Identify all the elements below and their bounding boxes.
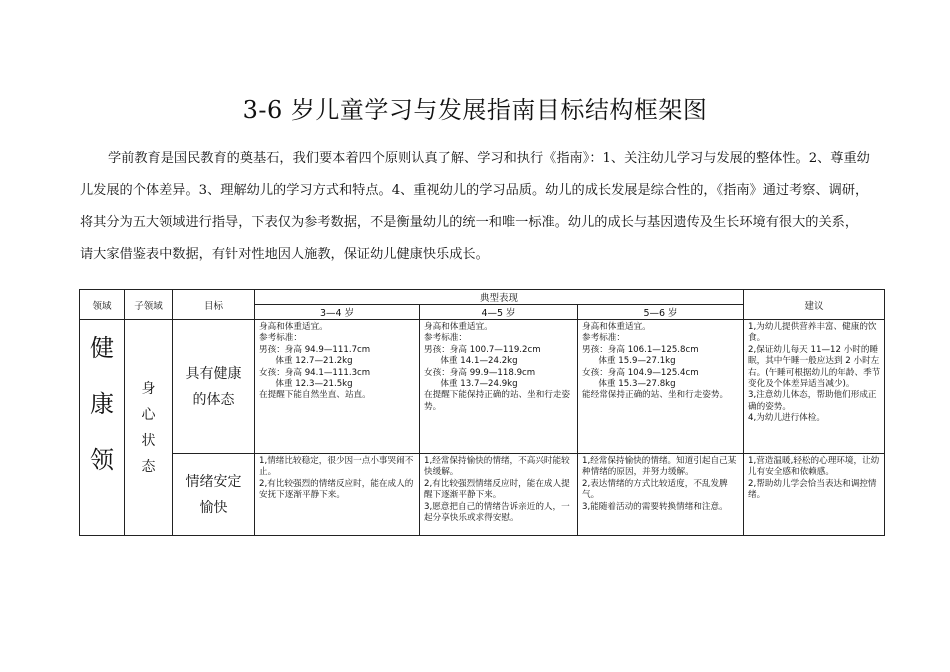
header-age-4-5: 4—5 岁 xyxy=(420,305,578,320)
domain-char: 健 xyxy=(90,334,114,362)
cell-line: 1,营造温暖,轻松的心理环境，让幼儿有安全感和依赖感。 xyxy=(748,456,880,478)
row1-age-4-5 xyxy=(420,320,578,454)
cell-line: 1,为幼儿提供营养丰富、健康的饮食。 xyxy=(748,322,877,344)
cell-line: 4,为幼儿进行体检。 xyxy=(748,413,825,424)
subdomain-cell xyxy=(125,320,173,536)
cell-line: 身高和体重适宜。 xyxy=(582,322,651,332)
row2-age-4-5 xyxy=(420,454,578,536)
domain-cell xyxy=(80,320,125,536)
cell-line: 能经常保持正确的站、坐和行走姿势。 xyxy=(582,390,729,401)
cell-line: 参考标准： xyxy=(259,333,302,344)
cell-line: 体重 12.7—21.2kg xyxy=(259,356,353,367)
intro-text: 学前教育是国民教育的奠基石，我们要本着四个原则认真了解、学习和执行《指南》：1、关注幼儿学习与发展的整体性。2、尊重幼儿发展的个体差异。3、理解幼儿的学习方式和特点。4、重视幼儿的学习品质。幼儿的成长发展是综合性的，《指南》通过考察、调研，将其分为五大领域进行指导，下表仅为参考数据，不是衡量幼儿的统一和唯一标准。幼儿的成长与基因遗传及生长环境有很大的关系，请大家借鉴表中数据，有针对性地因人施教，保证幼儿健康快乐成长。 xyxy=(80,151,870,262)
header-advice: 建议 xyxy=(744,290,885,320)
cell-line: 体重 12.3—21.5kg xyxy=(259,379,353,390)
cell-line: 男孩：身高 106.1—125.8cm xyxy=(582,344,699,355)
header-age-5-6: 5—6 岁 xyxy=(578,305,744,320)
intro-paragraph xyxy=(80,143,870,271)
cell-line: 3,注意幼儿体态，帮助他们形成正确的姿势。 xyxy=(748,390,877,412)
cell-line: 参考标准： xyxy=(424,333,467,344)
cell-line: 体重 13.7—24.9kg xyxy=(424,379,518,390)
subdomain-char: 身 xyxy=(141,380,156,397)
cell-line: 体重 15.3—27.8kg xyxy=(582,379,676,390)
row1-advice xyxy=(744,320,885,454)
goal-text: 具有健康的体态 xyxy=(185,365,242,408)
subdomain-char: 心 xyxy=(141,406,156,423)
row2-advice xyxy=(744,454,885,536)
header-age-3-4: 3—4 岁 xyxy=(255,305,420,320)
header-subdomain: 子领域 xyxy=(125,290,173,320)
cell-line: 2,表达情绪的方式比较适度，不乱发脾气。 xyxy=(582,478,728,501)
row1-age-3-4 xyxy=(255,320,420,454)
cell-line: 参考标准： xyxy=(582,333,625,344)
row2-age-3-4 xyxy=(255,454,420,536)
cell-line: 女孩：身高 94.1—111.3cm xyxy=(259,367,371,378)
subdomain-char: 状 xyxy=(141,432,156,449)
cell-line: 3,愿意把自己的情绪告诉亲近的人，一起分享快乐或求得安慰。 xyxy=(424,501,570,524)
subdomain-char: 态 xyxy=(141,458,156,475)
cell-line: 2,帮助幼儿学会恰当表达和调控情绪。 xyxy=(748,478,877,501)
cell-line: 在提醒下能保持正确的站、坐和行走姿势。 xyxy=(424,390,571,412)
cell-line: 2,有比较强烈情绪反应时，能在成人提醒下逐渐平静下来。 xyxy=(424,478,570,501)
goal-framework-table xyxy=(79,289,885,536)
cell-line: 女孩：身高 104.9—125.4cm xyxy=(582,367,699,378)
cell-line: 男孩：身高 94.9—111.7cm xyxy=(259,344,371,355)
header-typical: 典型表现 xyxy=(255,290,744,305)
cell-line: 2,有比较强烈的情绪反应时，能在成人的安抚下逐渐平静下来。 xyxy=(259,478,414,501)
cell-line: 1,情绪比较稳定，很少因一点小事哭闹不止。 xyxy=(259,456,414,478)
cell-line: 男孩：身高 100.7—119.2cm xyxy=(424,344,541,355)
cell-line: 1,经常保持愉快的情绪。知道引起自己某种情绪的原因，并努力缓解。 xyxy=(582,456,737,478)
cell-line: 女孩：身高 99.9—118.9cm xyxy=(424,367,536,378)
goal-text: 情绪安定愉快 xyxy=(185,473,242,516)
header-goal: 目标 xyxy=(173,290,255,320)
row1-age-5-6 xyxy=(578,320,744,454)
goal-cell xyxy=(173,320,255,454)
domain-char: 康 xyxy=(90,390,114,418)
row2-age-5-6 xyxy=(578,454,744,536)
header-domain: 领域 xyxy=(80,290,125,320)
cell-line: 身高和体重适宜。 xyxy=(259,322,328,332)
cell-line: 在提醒下能自然坐直、站直。 xyxy=(259,390,371,401)
goal-cell xyxy=(173,454,255,536)
domain-char: 领 xyxy=(90,446,114,474)
cell-line: 3,能随着活动的需要转换情绪和注意。 xyxy=(582,501,728,512)
cell-line: 体重 15.9—27.1kg xyxy=(582,356,676,367)
cell-line: 身高和体重适宜。 xyxy=(424,322,493,332)
cell-line: 1,经常保持愉快的情绪，不高兴时能较快缓解。 xyxy=(424,456,570,478)
cell-line: 体重 14.1—24.2kg xyxy=(424,356,518,367)
page-title: 3-6 岁儿童学习与发展指南目标结构框架图 xyxy=(242,96,708,124)
cell-line: 2,保证幼儿每天 11—12 小时的睡眠，其中午睡一般应达到 2 小时左右。(午睡可根据幼儿的年龄、季节变化及个体差异适当减少)。 xyxy=(748,344,881,390)
